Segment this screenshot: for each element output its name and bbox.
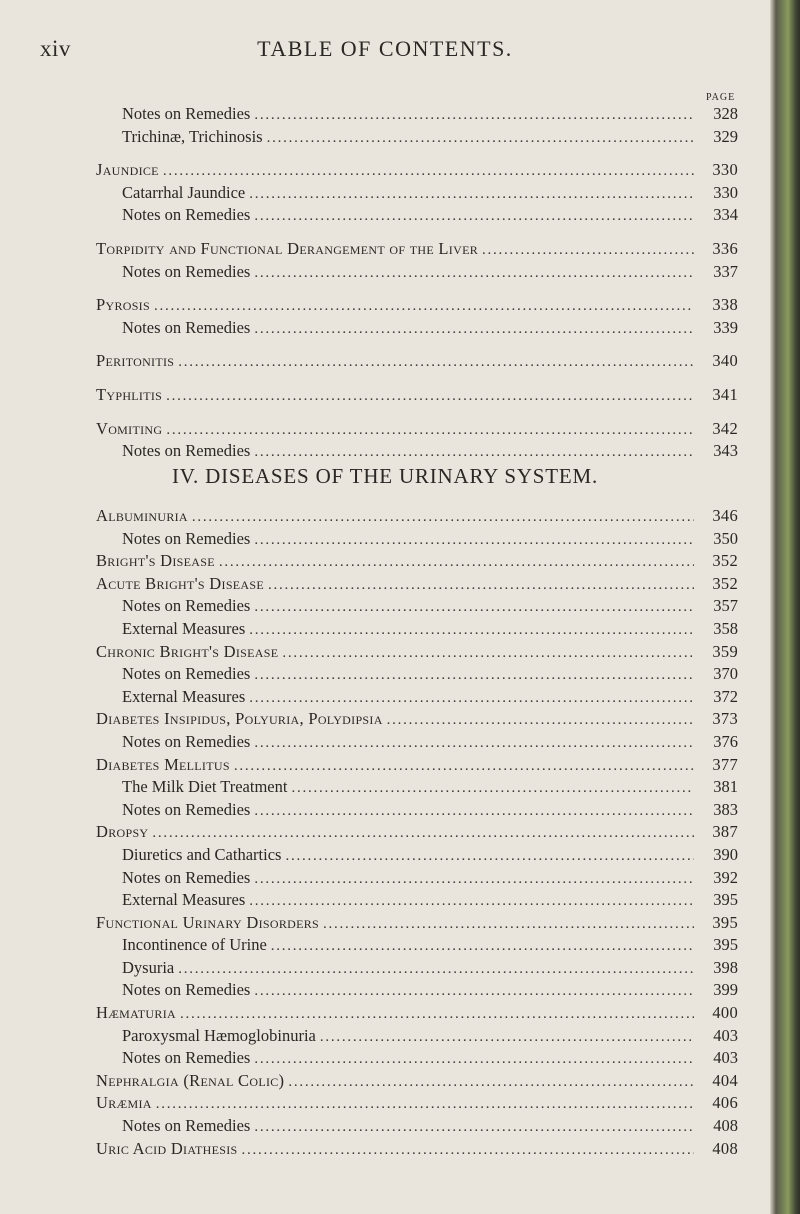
- toc-entry: [96, 385, 738, 408]
- toc-entry: [96, 687, 738, 710]
- dot-leader: [291, 780, 694, 797]
- toc-entry-title: Notes on Remedies: [122, 317, 251, 337]
- dot-leader: [288, 1074, 694, 1091]
- toc-entry-title: Notes on Remedies: [122, 528, 251, 548]
- page-column-label: PAGE: [706, 92, 736, 103]
- toc-entry-title: Jaundice: [96, 160, 159, 180]
- toc-entry-page: 342: [712, 418, 738, 438]
- toc-entry-page: 398: [713, 957, 738, 977]
- toc-entry-title: Diabetes Insipidus, Polyuria, Polydipsia: [96, 709, 383, 729]
- toc-spacer: [96, 374, 738, 385]
- toc-entry: [96, 239, 738, 262]
- toc-entry: [96, 619, 738, 642]
- dot-leader: [254, 321, 694, 338]
- dot-leader: [241, 1142, 694, 1159]
- toc-spacer: [96, 228, 738, 239]
- toc-entry-title: Chronic Bright's Disease: [96, 641, 279, 661]
- toc-entry-page: 352: [712, 573, 738, 593]
- toc-entry-title: External Measures: [122, 686, 246, 706]
- toc-entry-title: Notes on Remedies: [122, 261, 251, 281]
- toc-entry: [96, 755, 738, 778]
- toc-entry-title: Peritonitis: [96, 351, 175, 371]
- dot-leader: [254, 444, 694, 461]
- toc-entry: [96, 127, 738, 150]
- toc-entry-page: 395: [712, 912, 738, 932]
- toc-entry-title: The Milk Diet Treatment: [122, 777, 288, 797]
- toc-entry-title: Notes on Remedies: [122, 980, 251, 1000]
- toc-entry-title: Acute Bright's Disease: [96, 573, 264, 593]
- toc-entry-page: 381: [713, 777, 738, 797]
- dot-leader: [254, 532, 694, 549]
- toc-entry-title: Paroxysmal Hæmoglobinuria: [122, 1025, 316, 1045]
- dot-leader: [254, 803, 694, 820]
- section-title: IV. DISEASES OF THE URINARY SYSTEM.: [171, 464, 599, 488]
- dot-leader: [320, 1029, 694, 1046]
- toc-entry-page: 395: [713, 890, 738, 910]
- book-spine-edge: [770, 0, 800, 1214]
- toc-entry-title: Torpidity and Functional Derangement of the Liver: [96, 238, 479, 258]
- toc-spacer: [96, 284, 738, 295]
- toc-entry-title: Hæmaturia: [96, 1003, 176, 1023]
- toc-entry-title: Notes on Remedies: [122, 867, 251, 887]
- toc-entry: [96, 183, 738, 206]
- dot-leader: [323, 916, 694, 933]
- toc-entry-title: Notes on Remedies: [122, 205, 251, 225]
- toc-entry: [96, 777, 738, 800]
- toc-entry: [96, 868, 738, 891]
- toc-entry: [96, 351, 738, 374]
- toc-entry: [96, 1071, 738, 1094]
- toc-entry: [96, 1116, 738, 1139]
- toc-entry-page: 372: [713, 686, 738, 706]
- toc-entry-page: 336: [712, 238, 738, 258]
- toc-entry-page: 400: [712, 1003, 738, 1023]
- toc-entry-title: External Measures: [122, 618, 246, 638]
- toc-entry: [96, 318, 738, 341]
- dot-leader: [254, 208, 694, 225]
- toc-entry-page: 403: [713, 1048, 738, 1068]
- toc-entry: [96, 441, 738, 464]
- toc-entry-page: 346: [712, 506, 738, 525]
- toc-entry-title: Notes on Remedies: [122, 731, 251, 751]
- toc-entry-title: Trichinæ, Trichinosis: [122, 126, 263, 146]
- toc-entry: [96, 890, 738, 913]
- toc-entry: [96, 913, 738, 936]
- toc-entry-title: Catarrhal Jaundice: [122, 182, 246, 202]
- dot-leader: [482, 242, 694, 259]
- dot-leader: [152, 825, 694, 842]
- toc-entry: [96, 205, 738, 228]
- toc-entry-page: 357: [713, 596, 738, 616]
- toc-entry: [96, 958, 738, 981]
- toc-entry-page: 334: [713, 205, 738, 225]
- toc-entry: [96, 822, 738, 845]
- toc-entry: [96, 732, 738, 755]
- toc-entry-page: 340: [712, 351, 738, 371]
- dot-leader: [254, 735, 694, 752]
- dot-leader: [156, 1096, 694, 1113]
- toc-entry-title: Dropsy: [96, 822, 149, 842]
- toc-entry-page: 352: [712, 551, 738, 571]
- toc-entry-page: 330: [713, 182, 738, 202]
- toc-entry: [96, 1093, 738, 1116]
- toc-entry: [96, 529, 738, 552]
- toc-entry-page: 383: [713, 799, 738, 819]
- toc-entry-title: Bright's Disease: [96, 551, 215, 571]
- toc-spacer: [96, 408, 738, 419]
- dot-leader: [192, 509, 694, 526]
- toc-entry-page: 395: [713, 935, 738, 955]
- toc-entry-page: 370: [713, 664, 738, 684]
- toc-entry-page: 350: [713, 528, 738, 548]
- toc-entry-page: 408: [713, 1116, 738, 1136]
- dot-leader: [254, 667, 694, 684]
- toc-part-2: [96, 506, 738, 1161]
- toc-entry: [96, 596, 738, 619]
- dot-leader: [254, 983, 694, 1000]
- toc-entry-page: 399: [713, 980, 738, 1000]
- dot-leader: [249, 690, 694, 707]
- toc-entry-title: Notes on Remedies: [122, 1116, 251, 1136]
- toc-entry: [96, 104, 738, 127]
- dot-leader: [268, 577, 694, 594]
- dot-leader: [178, 354, 694, 371]
- toc-entry-title: Notes on Remedies: [122, 596, 251, 616]
- toc-entry-title: Dysuria: [122, 957, 175, 977]
- toc-entry-title: Uric Acid Diathesis: [96, 1138, 238, 1158]
- toc-entry: [96, 551, 738, 574]
- dot-leader: [249, 186, 694, 203]
- toc-entry-title: Albuminuria: [96, 506, 188, 525]
- toc-entry-page: 339: [713, 317, 738, 337]
- toc-entry-page: 377: [712, 754, 738, 774]
- toc-entry: [96, 935, 738, 958]
- running-title: TABLE OF CONTENTS.: [257, 36, 513, 61]
- toc-entry-page: 403: [713, 1025, 738, 1045]
- toc-entry: [96, 800, 738, 823]
- toc-entry-title: Functional Urinary Disorders: [96, 912, 320, 932]
- toc-entry-page: 359: [712, 641, 738, 661]
- dot-leader: [285, 848, 694, 865]
- toc-entry: [96, 295, 738, 318]
- toc-entry-page: 404: [712, 1070, 738, 1090]
- toc-entry-title: Incontinence of Urine: [122, 935, 267, 955]
- toc-entry-page: 406: [712, 1093, 738, 1113]
- toc-entry-title: Pyrosis: [96, 295, 150, 315]
- toc-entry-title: Notes on Remedies: [122, 664, 251, 684]
- dot-leader: [254, 871, 694, 888]
- toc-entry: [96, 574, 738, 597]
- toc-entry: [96, 419, 738, 442]
- dot-leader: [267, 130, 694, 147]
- dot-leader: [282, 645, 694, 662]
- toc-part-1: [96, 104, 738, 464]
- toc-spacer: [96, 149, 738, 160]
- toc-entry-title: Diuretics and Cathartics: [122, 844, 282, 864]
- dot-leader: [271, 938, 694, 955]
- dot-leader: [387, 712, 694, 729]
- dot-leader: [166, 388, 694, 405]
- toc-entry-page: 408: [712, 1138, 738, 1158]
- toc-entry-title: Diabetes Mellitus: [96, 754, 230, 774]
- toc-entry-page: 358: [713, 618, 738, 638]
- toc-entry-title: Notes on Remedies: [122, 104, 251, 123]
- dot-leader: [254, 1051, 694, 1068]
- toc-entry: [96, 845, 738, 868]
- dot-leader: [254, 599, 694, 616]
- toc-entry-page: 343: [713, 441, 738, 461]
- toc-entry-page: 373: [712, 709, 738, 729]
- dot-leader: [154, 298, 694, 315]
- dot-leader: [249, 893, 694, 910]
- dot-leader: [249, 622, 694, 639]
- toc-entry-page: 329: [713, 126, 738, 146]
- dot-leader: [254, 1119, 694, 1136]
- toc-entry: [96, 1139, 738, 1162]
- dot-leader: [178, 961, 694, 978]
- toc-entry-title: Typhlitis: [96, 384, 163, 404]
- toc-entry-title: Notes on Remedies: [122, 1048, 251, 1068]
- toc-entry-title: Nephralgia (Renal Colic): [96, 1070, 285, 1090]
- toc-entry: [96, 642, 738, 665]
- toc-entry-page: 341: [712, 384, 738, 404]
- toc-entry-title: Notes on Remedies: [122, 799, 251, 819]
- page-header: [0, 36, 770, 70]
- toc-entry: [96, 664, 738, 687]
- dot-leader: [166, 422, 694, 439]
- toc-entry: [96, 262, 738, 285]
- toc-entry-title: External Measures: [122, 890, 246, 910]
- toc-entry: [96, 1003, 738, 1026]
- toc-entry: [96, 1026, 738, 1049]
- dot-leader: [163, 163, 694, 180]
- dot-leader: [254, 265, 694, 282]
- page-folio: xiv: [40, 36, 71, 61]
- toc-entry-title: Uræmia: [96, 1093, 152, 1113]
- dot-leader: [180, 1006, 694, 1023]
- toc-entry-page: 392: [713, 867, 738, 887]
- dot-leader: [234, 758, 694, 775]
- toc-entry-page: 390: [713, 844, 738, 864]
- toc-entry: [96, 980, 738, 1003]
- toc-entry-page: 330: [712, 160, 738, 180]
- toc-spacer: [96, 340, 738, 351]
- toc-entry-page: 387: [712, 822, 738, 842]
- toc-entry-page: 376: [713, 731, 738, 751]
- toc-entry-page: 337: [713, 261, 738, 281]
- toc-entry: [96, 506, 738, 529]
- toc-entry: [96, 1048, 738, 1071]
- toc-entry-page: 328: [713, 104, 738, 123]
- dot-leader: [254, 107, 694, 124]
- toc-entry: [96, 709, 738, 732]
- toc-entry-title: Notes on Remedies: [122, 441, 251, 461]
- toc-entry-title: Vomiting: [96, 418, 163, 438]
- toc-entry-page: 338: [712, 295, 738, 315]
- toc-entry: [96, 160, 738, 183]
- dot-leader: [219, 554, 694, 571]
